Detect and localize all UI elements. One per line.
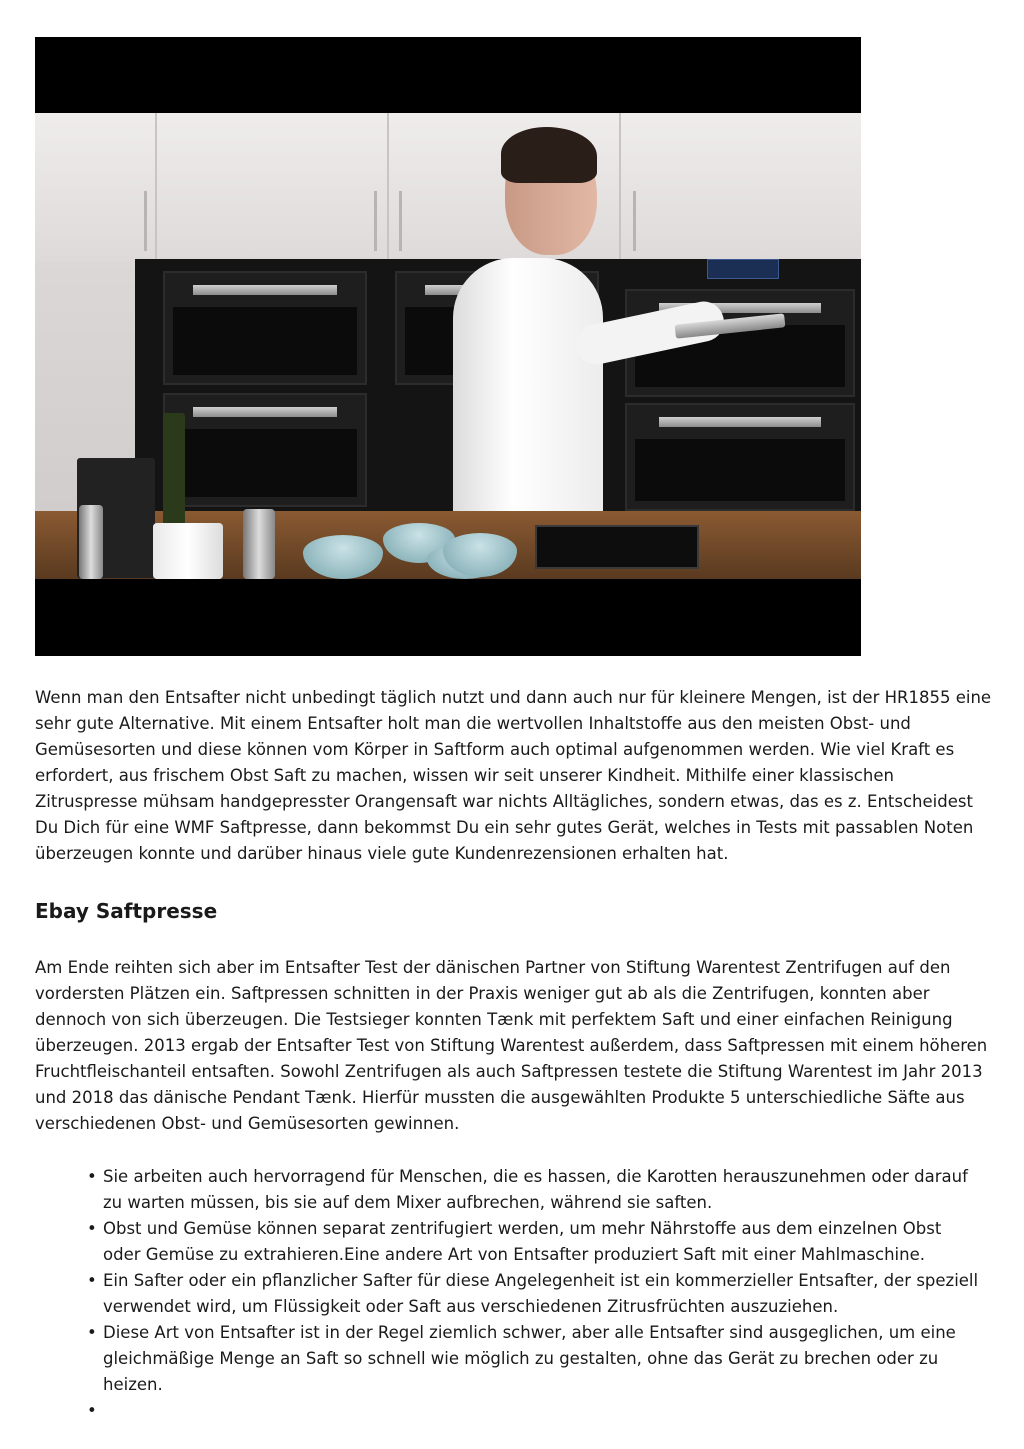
list-item: • Ein Safter oder ein pflanzlicher Safter für diese Angelegenheit ist ein kommerzieller Entsafter, der speziell verwendet wird, um Flüssigkeit oder Saft aus verschiedenen Zitrusfrüchten auszuziehen. bbox=[103, 1268, 983, 1320]
steel-canister bbox=[79, 505, 103, 579]
list-item: • Diese Art von Entsafter ist in der Regel ziemlich schwer, aber alle Entsafter sind ausgeglichen, um eine gleichmäßige Menge an Saft so schnell wie möglich zu gestalten, ohne das Gerät zu brechen oder zu heizen. bbox=[103, 1320, 983, 1398]
oven bbox=[163, 271, 367, 385]
oven bbox=[625, 403, 855, 511]
kitchen-scene bbox=[35, 113, 861, 579]
section-heading: Ebay Saftpresse bbox=[35, 899, 218, 923]
steel-canister bbox=[243, 509, 275, 579]
white-pot bbox=[153, 523, 223, 579]
cooktop bbox=[535, 525, 699, 569]
list-item: • Sie arbeiten auch hervorragend für Menschen, die es hassen, die Karotten herauszunehmen oder darauf zu warten müssen, bis sie auf dem Mixer aufbrechen, während sie saften. bbox=[103, 1164, 983, 1216]
cabinet bbox=[157, 113, 389, 261]
oven bbox=[163, 393, 367, 507]
cabinet bbox=[621, 113, 861, 261]
oven-display bbox=[707, 259, 779, 279]
video-thumbnail[interactable] bbox=[35, 37, 861, 656]
chef-hair bbox=[501, 127, 597, 183]
cabinet bbox=[35, 113, 157, 261]
intro-paragraph: Wenn man den Entsafter nicht unbedingt täglich nutzt und dann auch nur für kleinere Mengen, ist der HR1855 eine sehr gute Alternative. Mit einem Entsafter holt man die wertvollen Inhaltstoffe aus den meisten Obst- und Gemüsesorten und diese können vom Körper in Saftform auch optimal aufgenommen werden. Wie viel Kraft es erfordert, aus frischem Obst Saft zu machen, wissen wir seit unserer Kindheit. Mithilfe einer klassischen Zitruspresse mühsam handgepresster Orangensaft war nichts Alltägliches, sondern etwas, das es z. Entscheidest Du Dich für eine WMF Saftpresse, dann bekommst Du ein sehr gutes Gerät, welches in Tests mit passablen Noten überzeugen konnte und darüber hinaus viele gute Kundenrezensionen erhalten hat. bbox=[35, 688, 992, 863]
bullet-list bbox=[103, 1164, 983, 1424]
list-item bbox=[103, 1398, 983, 1424]
list-item: • Obst und Gemüse können separat zentrifugiert werden, um mehr Nährstoffe aus dem einzelnen Obst oder Gemüse zu extrahieren.Eine andere Art von Entsafter produziert Saft mit einer Mahlmaschine. bbox=[103, 1216, 983, 1268]
section-paragraph: Am Ende reihten sich aber im Entsafter Test der dänischen Partner von Stiftung Warentest Zentrifugen auf den vordersten Plätzen ein. Saftpressen schnitten in der Praxis weniger gut ab als die Zentrifugen, konnten aber dennoch von sich überzeugen. Die Testsieger konnten Tænk mit perfektem Saft und einer einfachen Reinigung überzeugen. 2013 ergab der Entsafter Test von Stiftung Warentest außerdem, dass Saftpressen mit einem höheren Fruchtfleischanteil entsaften. Sowohl Zentrifugen als auch Saftpressen testete die Stiftung Warentest im Jahr 2013 und 2018 das dänische Pendant Tænk. Hierfür mussten die ausgewählten Produkte 5 unterschiedliche Säfte aus verschiedenen Obst- und Gemüsesorten gewinnen. bbox=[35, 958, 988, 1133]
